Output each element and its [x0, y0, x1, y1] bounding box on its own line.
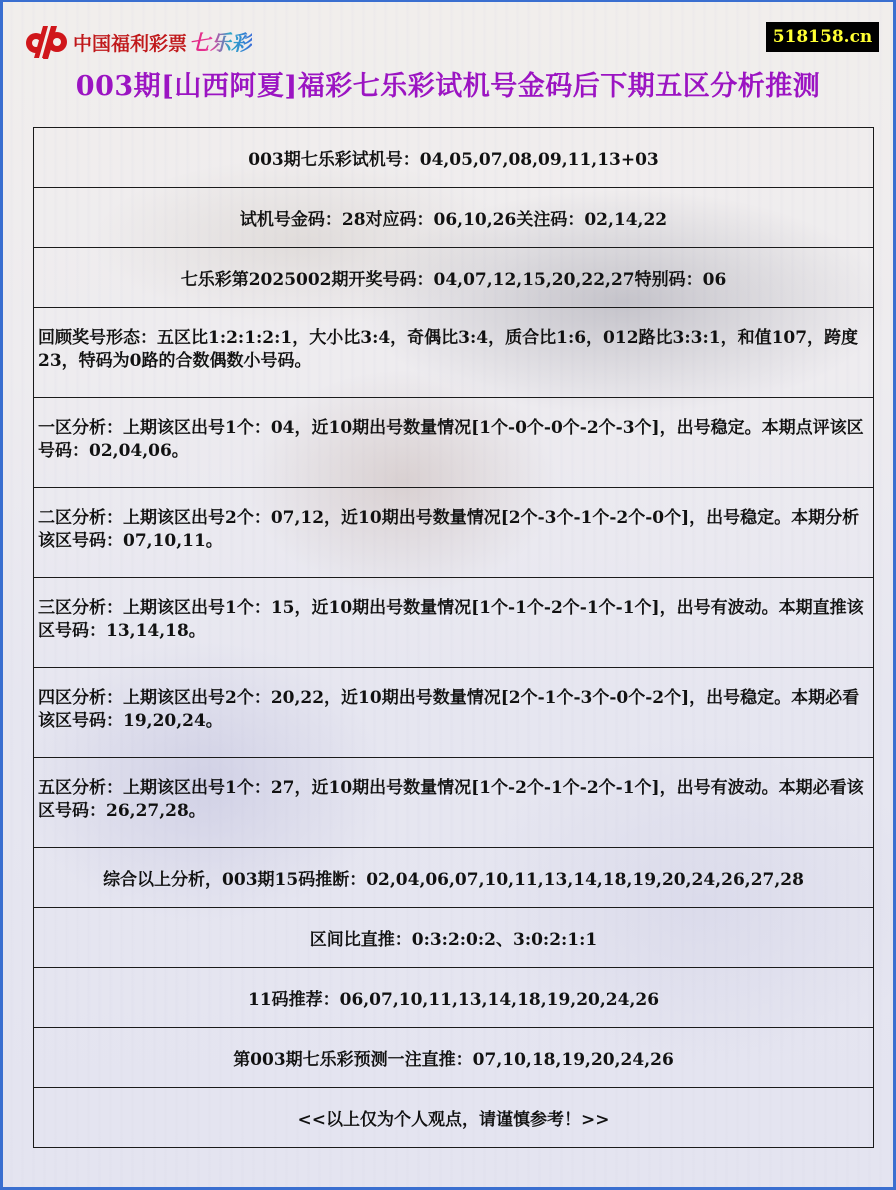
- draw-result-cell: 七乐彩第2025002期开奖号码：04,07,12,15,20,22,27特别码：06: [34, 248, 874, 308]
- zone-1-analysis-cell: 一区分析：上期该区出号1个：04，近10期出号数量情况[1个-0个-0个-2个-3个]，出号稳定。本期点评该区号码：02,04,06。: [34, 398, 874, 488]
- trial-numbers-cell: 003期七乐彩试机号：04,05,07,08,09,11,13+03: [34, 128, 874, 188]
- logo-org-text: 中国福利彩票: [73, 32, 188, 55]
- table-row-zone-4: [34, 668, 874, 758]
- table-row-gold-codes: [34, 188, 874, 248]
- table-row-disclaimer: [34, 1088, 874, 1148]
- table-row-trial-numbers: [34, 128, 874, 188]
- analysis-table: [33, 127, 874, 1148]
- zone-5-analysis-cell: 五区分析：上期该区出号1个：27，近10期出号数量情况[1个-2个-1个-2个-1个]，出号有波动。本期必看该区号码：26,27,28。: [34, 758, 874, 848]
- review-cell: 回顾奖号形态：五区比1:2:1:2:1，大小比3:4，奇偶比3:4，质合比1:6，012路比3:3:1，和值107，跨度23，特码为0路的合数偶数小号码。: [34, 308, 874, 398]
- table-row-single-pick: [34, 1028, 874, 1088]
- zone-2-analysis-cell: 二区分析：上期该区出号2个：07,12，近10期出号数量情况[2个-3个-1个-2个-0个]，出号稳定。本期分析该区号码：07,10,11。: [34, 488, 874, 578]
- zone-ratio-cell: 区间比直推：0:3:2:0:2、3:0:2:1:1: [34, 908, 874, 968]
- eleven-codes-cell: 11码推荐：06,07,10,11,13,14,18,19,20,24,26: [34, 968, 874, 1028]
- lottery-logo: [23, 24, 252, 60]
- table-row-review: [34, 308, 874, 398]
- page-frame: [3, 2, 893, 1187]
- single-pick-cell: 第003期七乐彩预测一注直推：07,10,18,19,20,24,26: [34, 1028, 874, 1088]
- table-row-11-codes: [34, 968, 874, 1028]
- table-row-draw-result: [34, 248, 874, 308]
- table-row-15-codes: [34, 848, 874, 908]
- gold-codes-cell: 试机号金码：28对应码：06,10,26关注码：02,14,22: [34, 188, 874, 248]
- zone-3-analysis-cell: 三区分析：上期该区出号1个：15，近10期出号数量情况[1个-1个-2个-1个-1个]，出号有波动。本期直推该区号码：13,14,18。: [34, 578, 874, 668]
- table-row-zone-5: [34, 758, 874, 848]
- table-row-zone-ratio: [34, 908, 874, 968]
- disclaimer-cell: <<以上仅为个人观点，请谨慎参考！>>: [34, 1088, 874, 1148]
- zone-4-analysis-cell: 四区分析：上期该区出号2个：20,22，近10期出号数量情况[2个-1个-3个-0个-2个]，出号稳定。本期必看该区号码：19,20,24。: [34, 668, 874, 758]
- table-row-zone-3: [34, 578, 874, 668]
- cwl-logo-icon: [23, 24, 69, 60]
- logo-game-text: 七乐彩: [189, 27, 252, 57]
- site-url-badge[interactable]: 518158.cn: [766, 22, 879, 52]
- page-title: 003期[山西阿夏]福彩七乐彩试机号金码后下期五区分析推测: [75, 71, 821, 102]
- fifteen-codes-cell: 综合以上分析，003期15码推断：02,04,06,07,10,11,13,14,18,19,20,24,26,27,28: [34, 848, 874, 908]
- table-row-zone-2: [34, 488, 874, 578]
- table-row-zone-1: [34, 398, 874, 488]
